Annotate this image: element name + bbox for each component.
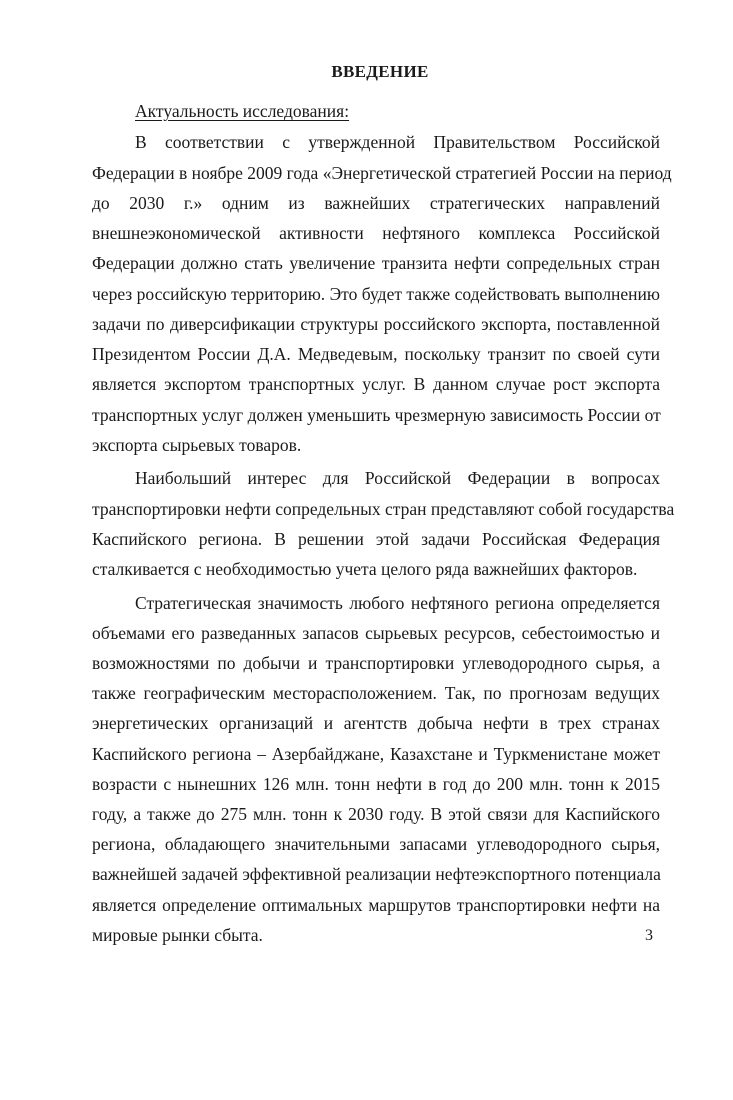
paragraph-line: В соответствии с утвержденной Правительством Российской bbox=[135, 132, 660, 152]
paragraph-line: транспортировки нефти сопредельных стран представляют собой государства bbox=[92, 499, 675, 519]
paragraph-line: сталкивается с необходимостью учета целого ряда важнейших факторов. bbox=[92, 559, 638, 579]
paragraph-line: внешнеэкономической активности нефтяного комплекса Российской bbox=[92, 223, 660, 243]
paragraph-line: мировые рынки сбыта. bbox=[92, 925, 263, 945]
paragraph-line: важнейшей задачей эффективной реализации нефтеэкспортного потенциала bbox=[92, 864, 661, 884]
paragraph-line: является определение оптимальных маршрутов транспортировки нефти на bbox=[92, 895, 660, 915]
paragraph-line: возможностями по добычи и транспортировки углеводородного сырья, а bbox=[92, 653, 660, 673]
paragraph-line: является экспортом транспортных услуг. В данном случае рост экспорта bbox=[92, 374, 660, 394]
paragraph-line: задачи по диверсификации структуры российского экспорта, поставленной bbox=[92, 314, 660, 334]
paragraph-line: году, а также до 275 млн. тонн к 2030 году. В этой связи для Каспийского bbox=[92, 804, 660, 824]
paragraph-line: Стратегическая значимость любого нефтяного региона определяется bbox=[135, 593, 660, 613]
paragraph-line: региона, обладающего значительными запасами углеводородного сырья, bbox=[92, 834, 660, 854]
paragraph-line: экспорта сырьевых товаров. bbox=[92, 435, 302, 455]
paragraph-line: объемами его разведанных запасов сырьевых ресурсов, себестоимостью и bbox=[92, 623, 660, 643]
page-title: ВВЕДЕНИЕ bbox=[331, 62, 429, 81]
paragraph-line: Наибольший интерес для Российской Федерации в вопросах bbox=[135, 468, 660, 488]
paragraph-line: транспортных услуг должен уменьшить чрезмерную зависимость России от bbox=[92, 405, 661, 425]
paragraph-line: также географическим месторасположением. Так, по прогнозам ведущих bbox=[92, 683, 660, 703]
paragraph-line: Каспийского региона. В решении этой задачи Российская Федерация bbox=[92, 529, 660, 549]
paragraph-line: энергетических организаций и агентств добыча нефти в трех странах bbox=[92, 713, 660, 733]
paragraph-line: Федерации должно стать увеличение транзита нефти сопредельных стран bbox=[92, 253, 660, 273]
paragraph-line: Федерации в ноябре 2009 года «Энергетической стратегией России на период bbox=[92, 163, 672, 183]
page-number: 3 bbox=[645, 927, 653, 944]
section-heading: Актуальность исследования: bbox=[135, 101, 350, 121]
paragraph-line: Каспийского региона – Азербайджане, Казахстане и Туркменистане может bbox=[92, 744, 660, 764]
paragraph-line: до 2030 г.» одним из важнейших стратегических направлений bbox=[92, 193, 660, 213]
paragraph-line: через российскую территорию. Это будет также содействовать выполнению bbox=[92, 284, 660, 304]
paragraph-line: Президентом России Д.А. Медведевым, поскольку транзит по своей сути bbox=[92, 344, 660, 364]
paragraph-line: возрасти с нынешних 126 млн. тонн нефти в год до 200 млн. тонн к 2015 bbox=[92, 774, 660, 794]
